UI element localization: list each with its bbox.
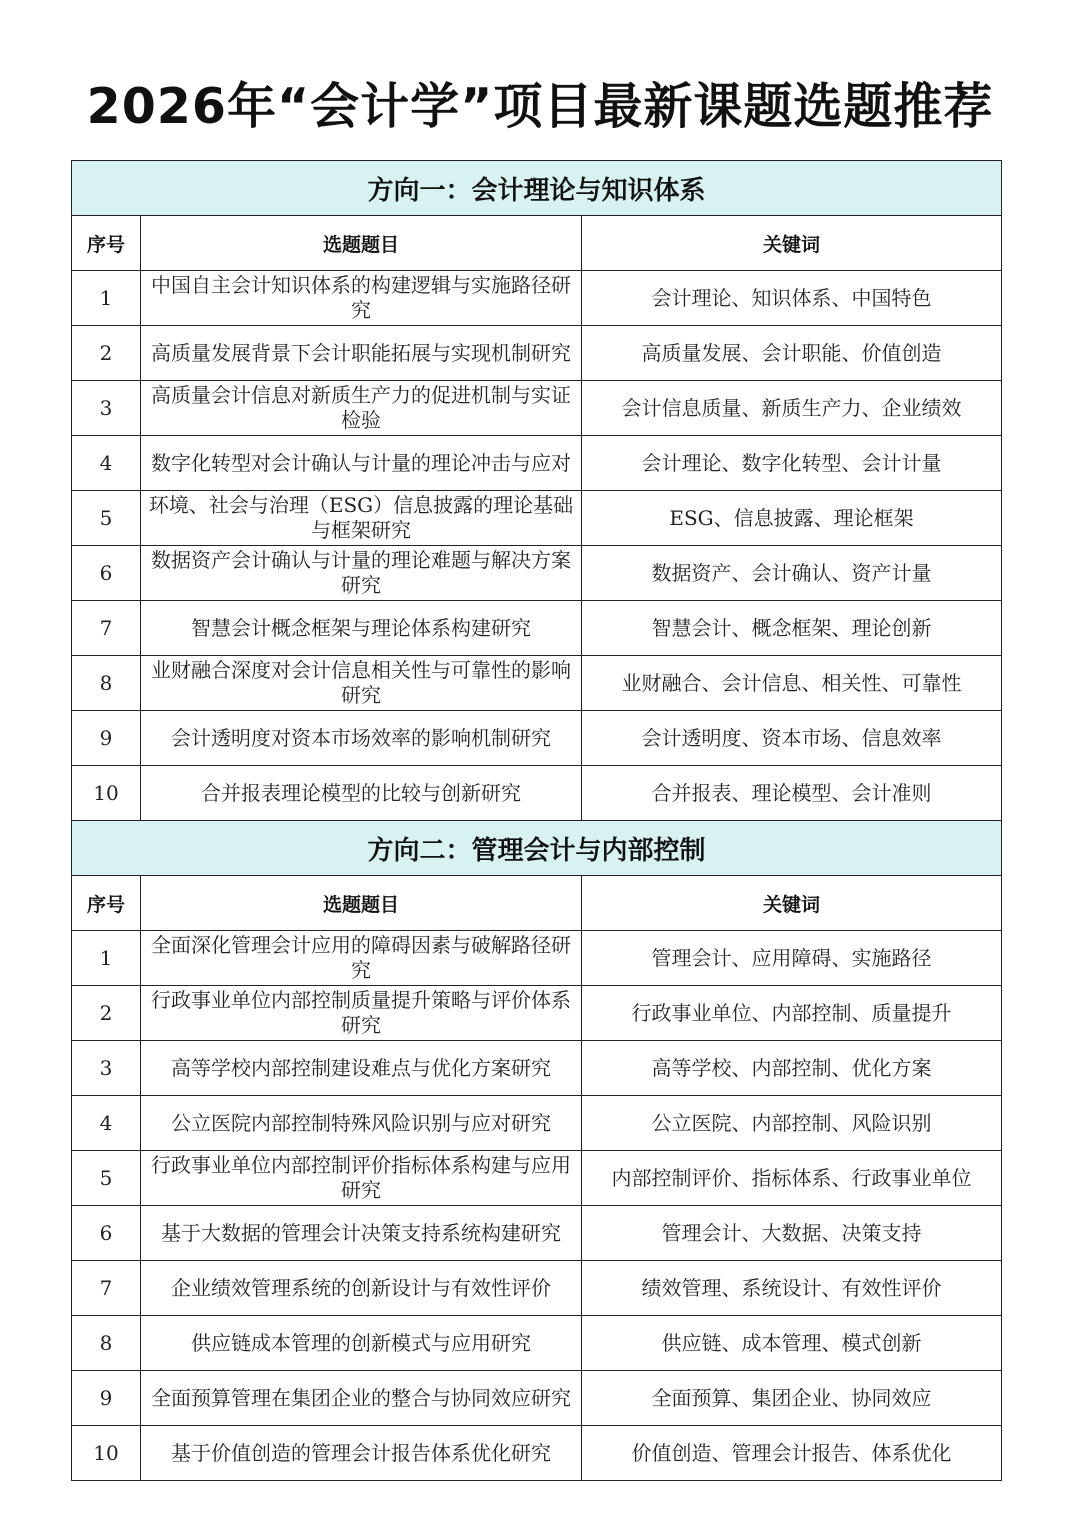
row-topic: 会计透明度对资本市场效率的影响机制研究 <box>141 711 582 766</box>
table-row <box>72 271 1002 326</box>
row-keywords: 高质量发展、会计职能、价值创造 <box>582 326 1002 381</box>
table-row <box>72 601 1002 656</box>
section-one <box>72 161 1002 821</box>
table-row <box>72 1261 1002 1316</box>
table-row <box>72 986 1002 1041</box>
section-heading: 方向一：会计理论与知识体系 <box>72 161 1002 216</box>
column-header-row <box>72 876 1002 931</box>
column-header-number: 序号 <box>72 216 141 271</box>
row-topic: 企业绩效管理系统的创新设计与有效性评价 <box>141 1261 582 1316</box>
row-topic: 公立医院内部控制特殊风险识别与应对研究 <box>141 1096 582 1151</box>
table-row <box>72 546 1002 601</box>
column-header-keywords: 关键词 <box>582 876 1002 931</box>
row-keywords: 高等学校、内部控制、优化方案 <box>582 1041 1002 1096</box>
row-topic: 中国自主会计知识体系的构建逻辑与实施路径研究 <box>141 271 582 326</box>
row-keywords: 管理会计、大数据、决策支持 <box>582 1206 1002 1261</box>
row-number: 3 <box>72 1041 141 1096</box>
section-heading-row <box>72 821 1002 876</box>
row-keywords: 管理会计、应用障碍、实施路径 <box>582 931 1002 986</box>
row-topic: 数据资产会计确认与计量的理论难题与解决方案研究 <box>141 546 582 601</box>
row-number: 2 <box>72 326 141 381</box>
row-keywords: 智慧会计、概念框架、理论创新 <box>582 601 1002 656</box>
row-topic: 基于价值创造的管理会计报告体系优化研究 <box>141 1426 582 1481</box>
table-row <box>72 656 1002 711</box>
row-topic: 全面预算管理在集团企业的整合与协同效应研究 <box>141 1371 582 1426</box>
row-keywords: 公立医院、内部控制、风险识别 <box>582 1096 1002 1151</box>
page-title: 2026年“会计学”项目最新课题选题推荐 <box>86 78 994 135</box>
row-number: 1 <box>72 931 141 986</box>
row-number: 10 <box>72 766 141 821</box>
row-topic: 基于大数据的管理会计决策支持系统构建研究 <box>141 1206 582 1261</box>
row-topic: 全面深化管理会计应用的障碍因素与破解路径研究 <box>141 931 582 986</box>
row-number: 6 <box>72 1206 141 1261</box>
row-topic: 行政事业单位内部控制质量提升策略与评价体系研究 <box>141 986 582 1041</box>
row-keywords: 合并报表、理论模型、会计准则 <box>582 766 1002 821</box>
row-number: 10 <box>72 1426 141 1481</box>
row-number: 7 <box>72 1261 141 1316</box>
table-row <box>72 711 1002 766</box>
row-topic: 行政事业单位内部控制评价指标体系构建与应用研究 <box>141 1151 582 1206</box>
row-keywords: 会计理论、知识体系、中国特色 <box>582 271 1002 326</box>
column-header-topic: 选题题目 <box>141 876 582 931</box>
table-row <box>72 491 1002 546</box>
table-row <box>72 1371 1002 1426</box>
row-topic: 高质量发展背景下会计职能拓展与实现机制研究 <box>141 326 582 381</box>
row-keywords: 会计理论、数字化转型、会计计量 <box>582 436 1002 491</box>
section-heading-row <box>72 161 1002 216</box>
row-number: 2 <box>72 986 141 1041</box>
row-number: 3 <box>72 381 141 436</box>
topics-table <box>71 160 1002 1481</box>
row-topic: 合并报表理论模型的比较与创新研究 <box>141 766 582 821</box>
column-header-topic: 选题题目 <box>141 216 582 271</box>
row-keywords: 会计透明度、资本市场、信息效率 <box>582 711 1002 766</box>
table-row <box>72 1206 1002 1261</box>
row-keywords: 价值创造、管理会计报告、体系优化 <box>582 1426 1002 1481</box>
column-header-keywords: 关键词 <box>582 216 1002 271</box>
row-number: 4 <box>72 1096 141 1151</box>
row-number: 5 <box>72 1151 141 1206</box>
row-keywords: 供应链、成本管理、模式创新 <box>582 1316 1002 1371</box>
section-heading: 方向二：管理会计与内部控制 <box>72 821 1002 876</box>
table-row <box>72 766 1002 821</box>
table-row <box>72 381 1002 436</box>
row-number: 1 <box>72 271 141 326</box>
table-row <box>72 326 1002 381</box>
row-keywords: 会计信息质量、新质生产力、企业绩效 <box>582 381 1002 436</box>
row-number: 7 <box>72 601 141 656</box>
section-two <box>72 821 1002 1481</box>
row-number: 8 <box>72 656 141 711</box>
row-keywords: 数据资产、会计确认、资产计量 <box>582 546 1002 601</box>
row-topic: 高质量会计信息对新质生产力的促进机制与实证检验 <box>141 381 582 436</box>
row-number: 4 <box>72 436 141 491</box>
table-row <box>72 931 1002 986</box>
row-keywords: 行政事业单位、内部控制、质量提升 <box>582 986 1002 1041</box>
row-keywords: 绩效管理、系统设计、有效性评价 <box>582 1261 1002 1316</box>
table-row <box>72 1316 1002 1371</box>
row-topic: 供应链成本管理的创新模式与应用研究 <box>141 1316 582 1371</box>
row-number: 9 <box>72 711 141 766</box>
row-number: 8 <box>72 1316 141 1371</box>
row-keywords: 业财融合、会计信息、相关性、可靠性 <box>582 656 1002 711</box>
row-topic: 环境、社会与治理（ESG）信息披露的理论基础与框架研究 <box>141 491 582 546</box>
row-keywords: 内部控制评价、指标体系、行政事业单位 <box>582 1151 1002 1206</box>
column-header-row <box>72 216 1002 271</box>
row-topic: 数字化转型对会计确认与计量的理论冲击与应对 <box>141 436 582 491</box>
table-row <box>72 1096 1002 1151</box>
row-number: 9 <box>72 1371 141 1426</box>
row-number: 6 <box>72 546 141 601</box>
table-row <box>72 1041 1002 1096</box>
table-row <box>72 1151 1002 1206</box>
row-topic: 智慧会计概念框架与理论体系构建研究 <box>141 601 582 656</box>
table-row <box>72 436 1002 491</box>
row-number: 5 <box>72 491 141 546</box>
row-keywords: 全面预算、集团企业、协同效应 <box>582 1371 1002 1426</box>
row-topic: 业财融合深度对会计信息相关性与可靠性的影响研究 <box>141 656 582 711</box>
column-header-number: 序号 <box>72 876 141 931</box>
table-row <box>72 1426 1002 1481</box>
row-keywords: ESG、信息披露、理论框架 <box>582 491 1002 546</box>
row-topic: 高等学校内部控制建设难点与优化方案研究 <box>141 1041 582 1096</box>
